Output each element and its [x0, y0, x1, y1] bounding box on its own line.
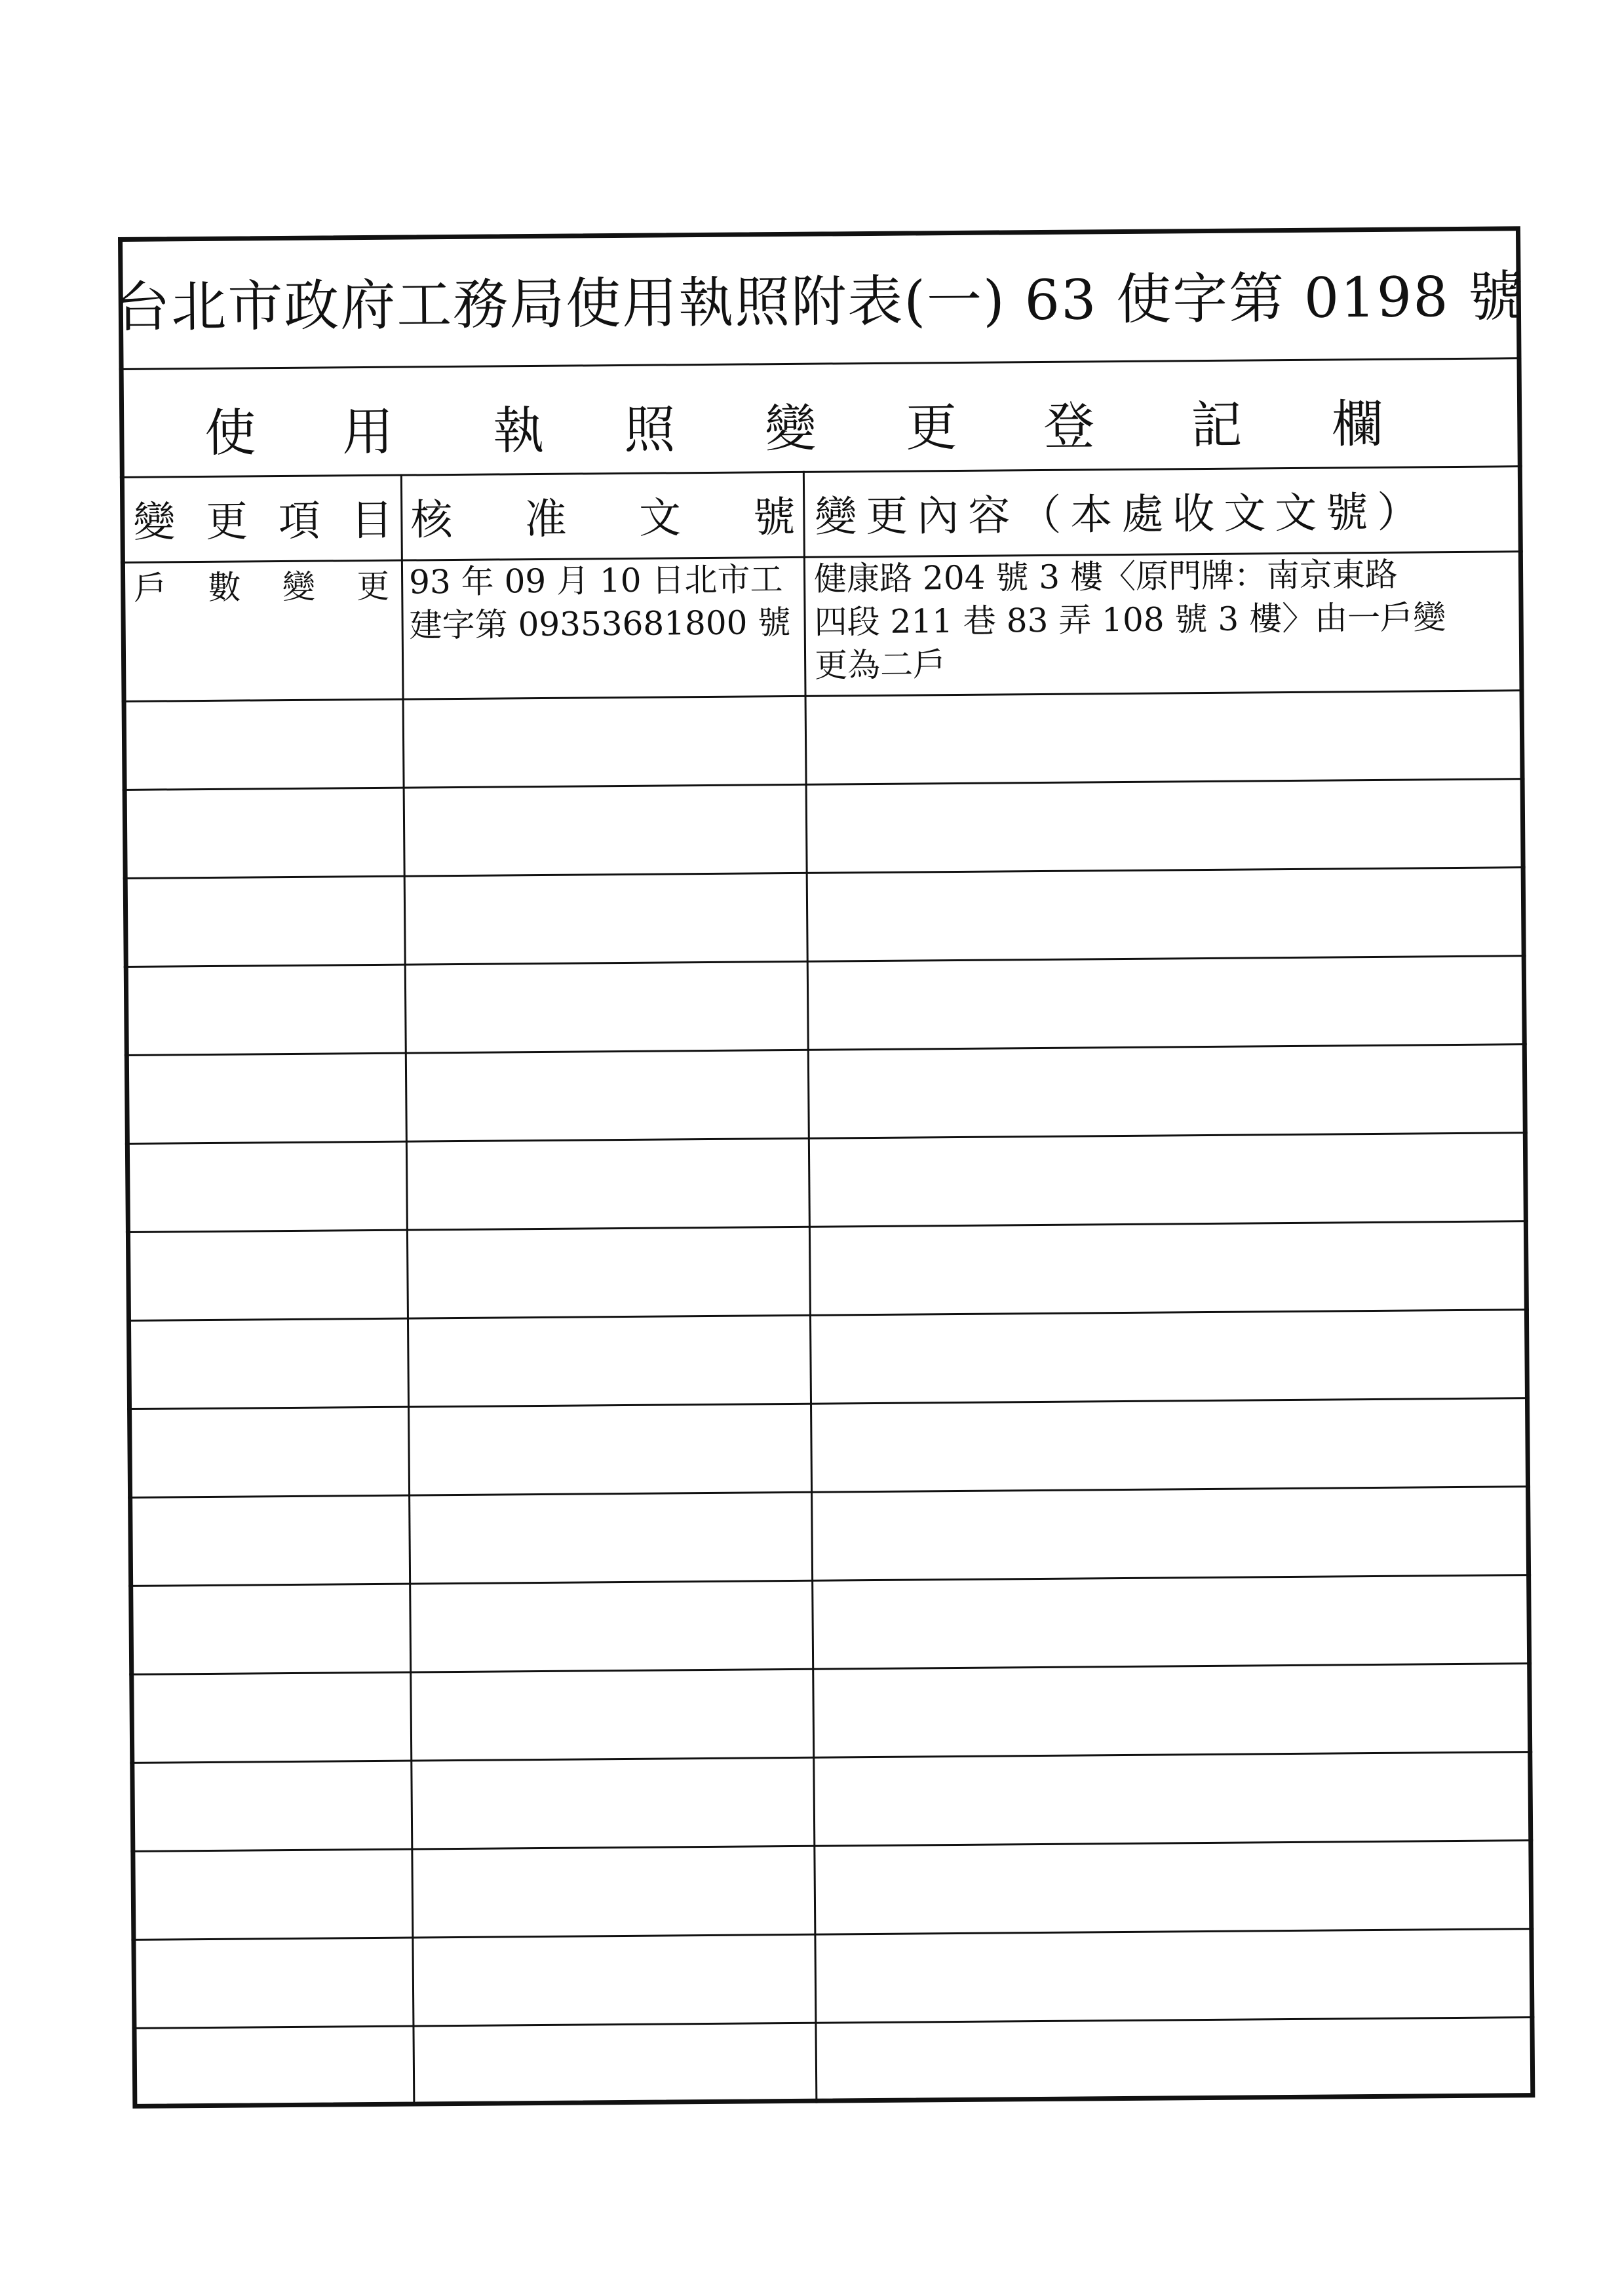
- content-line: 健康路 204 號 3 樓〈原門牌：南京東路: [813, 555, 1398, 598]
- column-divider: [803, 471, 818, 2103]
- header-char: 號: [753, 493, 796, 543]
- row-rule: [130, 1839, 1533, 1852]
- form-sheet: [114, 226, 1535, 2109]
- subtitle-char: 記: [1190, 396, 1243, 456]
- header-change-item: [125, 474, 401, 562]
- row-1-approval-number: [409, 558, 791, 647]
- header-char: 變: [133, 498, 176, 547]
- form-title: 台北市政府工務局使用執照附表(一) 63 使字第 0198 號: [114, 263, 1525, 339]
- subtitle-char: 用: [342, 402, 394, 463]
- subtitle-char: 使: [204, 404, 256, 463]
- header-char: 目: [351, 496, 393, 546]
- row-rule: [124, 955, 1526, 968]
- header-char: 准: [524, 495, 568, 545]
- header-char: 更: [205, 497, 248, 546]
- row-rule: [132, 2016, 1534, 2029]
- header-approval-number: [402, 471, 803, 560]
- subtitle-char: 變: [764, 399, 817, 459]
- column-divider: [400, 474, 415, 2107]
- row-rule: [126, 1220, 1528, 1233]
- item-char: 更: [356, 567, 390, 606]
- row-rule: [127, 1397, 1530, 1410]
- header-char: 文: [638, 494, 682, 543]
- subtitle-char: 執: [492, 401, 545, 461]
- row-rule: [130, 1751, 1532, 1764]
- row-rule: [123, 866, 1526, 879]
- subtitle-char: 欄: [1331, 394, 1383, 455]
- row-rule: [128, 1574, 1531, 1587]
- row-rule: [125, 1043, 1527, 1056]
- row-rule: [122, 689, 1524, 702]
- row-rule: [129, 1662, 1532, 1675]
- row-rule: [126, 1309, 1529, 1322]
- title-row: [114, 226, 1525, 370]
- subtitle-char: 照: [623, 400, 676, 460]
- header-char: 項: [278, 497, 321, 546]
- subtitle-char: 登: [1043, 397, 1095, 457]
- approval-line: 建字第 09353681800 號: [409, 603, 791, 645]
- row-1-change-item: [127, 565, 396, 610]
- header-change-content: 變更內容（本處收文文號）: [815, 488, 1429, 542]
- header-char: 核: [410, 496, 453, 545]
- row-rule: [128, 1485, 1530, 1499]
- item-char: 戶: [133, 569, 167, 607]
- row-1-change-content: [814, 552, 1446, 687]
- row-rule: [131, 1928, 1533, 1941]
- approval-line: 93 年 09 月 10 日北市工: [408, 560, 783, 602]
- change-register-table: [120, 465, 1535, 2109]
- content-line: 更為二戶: [814, 645, 946, 685]
- content-line: 四段 211 巷 83 弄 108 號 3 樓〉由一戶變: [814, 598, 1446, 641]
- item-char: 數: [208, 568, 241, 607]
- row-rule: [125, 1132, 1528, 1145]
- item-char: 變: [282, 567, 316, 607]
- row-rule: [123, 778, 1525, 791]
- subtitle-row: [119, 357, 1522, 478]
- subtitle-char: 更: [905, 398, 957, 458]
